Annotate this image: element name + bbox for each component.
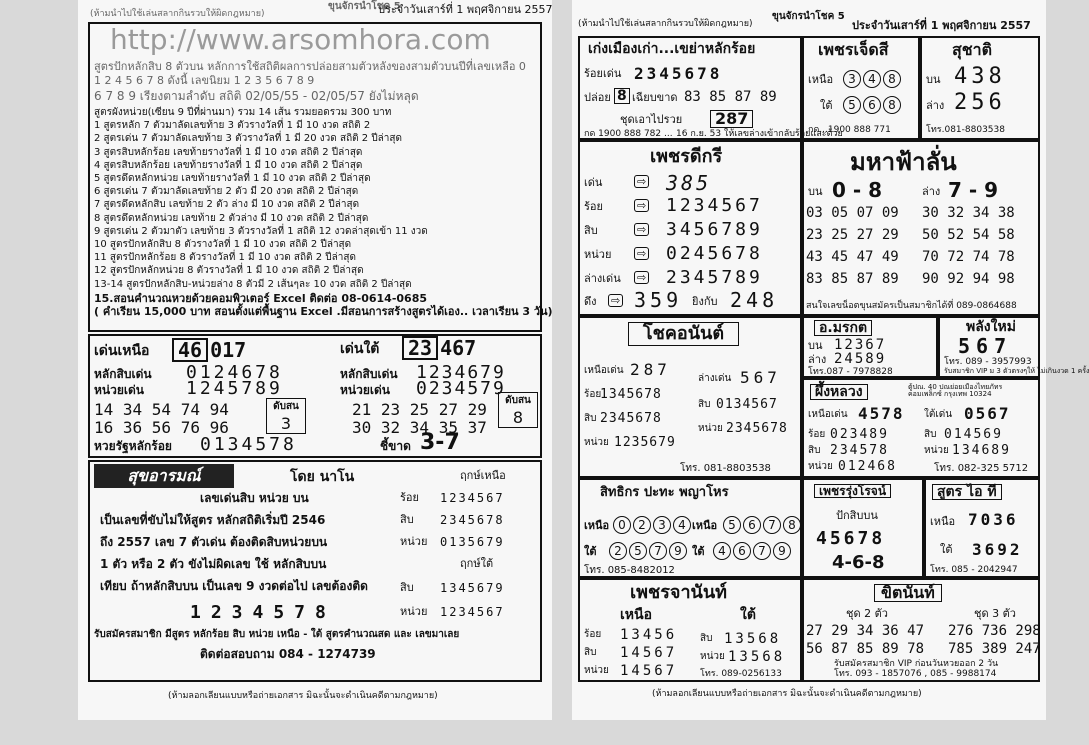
pairs-row-2: 16 36 56 76 96	[94, 418, 229, 437]
pheung-nrow-2-val: 012468	[838, 459, 897, 474]
petchjan-srow-0-label: สิบ	[700, 633, 713, 644]
north-row-1-label: สิบ	[400, 513, 414, 526]
r-units-label: หน่วยเด่น	[340, 383, 390, 397]
mfs-grid-cell: 03 05 07 09	[806, 205, 899, 221]
mfs-grid-cell: 83 85 87 89	[806, 271, 899, 287]
petchrung-val2: 4-6-8	[832, 552, 885, 573]
main-number	[170, 338, 246, 362]
mfs-note: สนใจเลขน็อตขุนสมัครเป็นสมาชิกได้ที่ 089-0864688	[806, 301, 1017, 311]
petch7-n-label: เหนือ	[808, 73, 834, 86]
units-digits: 1245789	[186, 378, 283, 399]
arrow-right-icon: ⇨	[634, 175, 649, 188]
petchjan-box	[578, 578, 802, 682]
sitti-n-label: เหนือ	[584, 519, 610, 532]
r-units-digits: 0234579	[416, 378, 506, 399]
plang-title: พลังใหม่	[966, 319, 1016, 335]
sutai-n-label: เหนือ	[930, 515, 956, 528]
sitti-title: สิทธิกร ปะทะ พญาโหร	[600, 485, 729, 500]
petch7-s-1: 6	[863, 96, 881, 114]
pheung-nrow-1-val: 234578	[830, 443, 889, 458]
petch7-s-label: ใต้	[820, 99, 833, 112]
formula-row: 3 สูตรสิบหลักร้อย เลขท้ายรางวัลที่ 1 มี 10 งวด สถิติ 2 ปีล่าสุด	[94, 146, 363, 158]
sitti-s2	[712, 542, 792, 560]
north-row-2-label: หน่วย	[400, 535, 428, 548]
chok-s-val: 567	[740, 368, 781, 387]
sitti-n	[612, 516, 692, 534]
mfs-top-label: บน	[808, 185, 823, 198]
morakot-phone: โทร.087 - 7978828	[808, 367, 893, 377]
sutai-phone: โทร. 085 - 2042947	[930, 565, 1018, 575]
units-label: หน่วยเด่น	[94, 383, 144, 397]
north-row-0-val: 1234567	[440, 491, 505, 505]
pheung-title: ผึ้งหลวง	[810, 384, 868, 400]
sitti-n-2: 3	[653, 516, 671, 534]
formula-row: 9 สูตรเด่น 2 ตัวมาตัว เลขท้าย 3 ตัวรางวัลที่ 1 สถิติ 12 งวดล่าสุดเข้า 11 งวด	[94, 225, 428, 237]
right-page	[572, 0, 1089, 720]
keng-title: เก่งเมืองเก่า...เขย่าหลักร้อย	[588, 41, 756, 57]
pdk-row	[584, 268, 800, 290]
dubson-box	[266, 398, 306, 434]
sutai-s: 3692	[972, 540, 1023, 559]
petch7-n-0: 3	[843, 70, 861, 88]
petchjan-srow-1-label: หน่วย	[700, 651, 725, 662]
pdk-row-label: ร้อย	[584, 200, 603, 213]
kitnan-phone: โทร. 093 - 1857076 , 085 - 9988174	[834, 669, 997, 679]
bot-line-2: ถึง 2557 เลข 7 ตัวเด่น ต้องติดสิบหน่วยบน	[100, 535, 328, 549]
petchjan-row-0-label: ร้อย	[584, 629, 602, 640]
mfs-grid-cell: 23 25 27 29	[806, 227, 899, 243]
mfs-top-val: 0 - 8	[832, 178, 883, 202]
right-header-date: ประจำวันเสาร์ที่ 1 พฤศจิกายน 2557	[852, 19, 1031, 32]
pdk-last-label: ดึง	[584, 295, 597, 308]
sitti-phone: โทร. 085-8482012	[584, 565, 675, 576]
sitti-box	[578, 478, 802, 578]
pheung-nrow-0-label: ร้อย	[808, 429, 826, 440]
sitti-s2-2: 7	[753, 542, 771, 560]
petch7-n-1: 4	[863, 70, 881, 88]
bot-big: 1234578	[190, 602, 336, 623]
pdk-row-value: 2345789	[666, 267, 763, 288]
formula-row: 8 สูตรดึดหลักหน่วย เลขท้าย 2 ตัวล่าง มี 10 งวด สถิติ 2 ปีล่าสุด	[94, 212, 369, 224]
pdk-row-label: หน่วย	[584, 248, 612, 261]
pheung-addr: ตู้ปณ. 40 ปณย่อยเมืองไทยภัทร คอมเพล็กซ์ กรุงเทพ 10324	[908, 383, 1003, 398]
morakot-top-label: บน	[808, 339, 823, 352]
chok-title: โชคอนันต์	[628, 322, 739, 346]
sitti-n2-label: เหนือ	[692, 519, 718, 532]
sutai-box	[924, 478, 1040, 578]
formula-row: 15.สอนคำนวณหวยด้วยคอมพิวเตอร์ Excel ติดต่อ 08-0614-0685	[94, 291, 428, 305]
main-numbers-box	[88, 334, 542, 458]
pdk-row-value: 385	[666, 171, 712, 195]
south-row-0-label: สิบ	[400, 581, 414, 594]
chok-srow-0-val: 0134567	[716, 397, 778, 412]
r-pairs-row-2: 30 32 34 35 37	[352, 418, 487, 437]
r-tens-digits: 1234679	[416, 362, 506, 383]
mfs-grid-cell: 43 45 47 49	[806, 249, 899, 265]
chok-srow-1-val: 2345678	[726, 421, 788, 436]
morakot-title: อ.มรกต	[814, 320, 872, 336]
petchjan-row-2-label: หน่วย	[584, 665, 609, 676]
keng-l1-val: 2345678	[634, 64, 723, 83]
chok-row-2-label: หน่วย	[584, 437, 609, 448]
suchat-bot: 256	[954, 90, 1006, 115]
pheung-nrow-0-val: 023489	[830, 427, 889, 442]
left-page	[78, 0, 552, 720]
kitnan-r1: 27 29 34 36 47	[806, 623, 925, 639]
pheung-n-label: เหนือเด่น	[808, 409, 848, 420]
north-row-1-val: 2345678	[440, 513, 505, 527]
hundreds-label: หวยรัฐหลักร้อย	[94, 439, 172, 453]
pdk-row-label: สิบ	[584, 224, 598, 237]
pheung-phone: โทร. 082-325 5712	[934, 463, 1029, 474]
petch7-s-0: 5	[843, 96, 861, 114]
left-header-date: ประจำวันเสาร์ที่ 1 พฤศจิกายน 2557	[378, 3, 553, 16]
mfs-bot-val: 7 - 9	[948, 178, 999, 202]
chok-row-2-val: 1235679	[614, 435, 676, 450]
petchjan-title: เพชรจานันท์	[630, 582, 728, 603]
right-label: เด่นใต้	[340, 341, 380, 357]
petch7-phone: กด...1900 888 771	[808, 125, 891, 135]
formula-row: 1 สูตรหลัก 7 ตัวมาลัดเลขท้าย 3 ตัวรางวัลที่ 1 มี 10 งวด สถิติ 2	[94, 120, 371, 132]
keng-l2-box: 8	[614, 88, 630, 104]
pdk-last-arrow-icon: ⇨	[608, 294, 623, 307]
petch7-title: เพชรเจ็ดสี	[818, 40, 889, 59]
suchat-phone: โทร.081-8803538	[926, 125, 1005, 135]
lucky-north: ฤกษ์เหนือ	[460, 469, 506, 482]
pheung-nrow-2-label: หน่วย	[808, 461, 833, 472]
kitnan-h3: ชุด 3 ตัว	[974, 607, 1016, 620]
main-rest: 017	[210, 338, 247, 362]
sitti-n2-3: 8	[783, 516, 801, 534]
sitti-s-label: ใต้	[584, 545, 597, 558]
petch7-n	[842, 70, 902, 88]
keng-l2-mid: เฉียบขาด	[632, 91, 678, 104]
sitti-n2	[722, 516, 802, 534]
mfs-box	[802, 140, 1040, 316]
suchat-top: 438	[954, 64, 1006, 89]
r-pairs-row-1: 21 23 25 27 29	[352, 400, 487, 419]
left-footer: (ห้ามลอกเลียนแบบหรือถ่ายเอกสาร มิฉะนั้นจะดำเนินคดีตามกฎหมาย)	[168, 691, 438, 701]
sitti-s2-label: ใต้	[692, 545, 705, 558]
petch7-n-2: 8	[883, 70, 901, 88]
petchjan-srow-1-val: 13568	[728, 649, 786, 665]
pheung-s: 0567	[964, 404, 1011, 423]
right-boxed: 23	[402, 336, 438, 360]
pheung-srow-0-label: สิบ	[924, 429, 937, 440]
r-dubson-value: 8	[512, 408, 524, 427]
sitti-s2-3: 9	[773, 542, 791, 560]
keng-note: 16 ก.ย. 53 ให้เลขล่างเข้ากลับร้อยและด้วย	[676, 129, 843, 139]
petchjan-row-0-val: 13456	[620, 627, 678, 643]
chok-phone: โทร. 081-8803538	[680, 463, 771, 474]
dubson-value: 3	[280, 414, 292, 433]
chok-row-0-label: ร้อย	[584, 389, 602, 400]
petchjan-phone: โทร. 089-0256133	[700, 669, 782, 679]
formula-box	[88, 22, 553, 332]
morakot-top: 12367	[834, 337, 887, 353]
chok-n-label: เหนือเด่น	[584, 365, 624, 376]
mfs-grid-cell: 70 72 74 78	[922, 249, 1015, 265]
chok-srow-0-label: สิบ	[698, 399, 711, 410]
sitti-s	[608, 542, 688, 560]
left-top-note: (ห้ามนำไปใช้เล่นสลากกินรวบให้ผิดกฎหมาย)	[90, 9, 265, 19]
logo: สุขอารมณ์	[94, 464, 234, 488]
kitnan-note: รับสมัครสมาชิก VIP ก่อนวันหวยออก 2 วัน	[834, 659, 999, 669]
pdk-row-value: 3456789	[666, 219, 763, 240]
sitti-n2-2: 7	[763, 516, 781, 534]
suchat-top-label: บน	[926, 73, 941, 86]
chok-row-1-val: 2345678	[600, 411, 662, 426]
sitti-s-2: 7	[649, 542, 667, 560]
main-boxed: 46	[172, 338, 208, 362]
contact-line: ติดต่อสอบถาม 084 - 1274739	[200, 647, 376, 661]
keng-l2-label: ปล่อย	[584, 91, 611, 104]
petch7-s	[842, 96, 902, 114]
bot-line-3: 1 ตัว หรือ 2 ตัว ขังไม่ผิดเลข ใช้ หลักสิบบน	[100, 557, 327, 571]
r-tens-label: หลักสิบเด่น	[340, 367, 398, 381]
mfs-grid-cell: 90 92 94 98	[922, 271, 1015, 287]
petchrung-sub: ปักสิบบน	[836, 509, 878, 522]
suchat-bot-label: ล่าง	[926, 99, 945, 112]
formula-row: 11 สูตรปักหลักร้อย 8 ตัวรางวัลที่ 1 มี 10 งวด สถิติ 2 ปีล่าสุด	[94, 252, 356, 264]
nano-box	[88, 460, 542, 682]
petchjan-n: เหนือ	[620, 607, 652, 623]
chikad-value: 3-7	[420, 430, 460, 455]
sitti-n-1: 2	[633, 516, 651, 534]
chok-n-val: 287	[630, 360, 671, 379]
pairs-row-1: 14 34 54 74 94	[94, 400, 229, 419]
petchrung-val1: 45678	[816, 528, 886, 549]
formula-row: 2 สูตรเด่น 7 ตัวมาลัดเลขท้าย 3 ตัวรางวัลที่ 1 มี 20 งวด สถิติ 2 ปีล่าสุด	[94, 133, 403, 145]
arrow-right-icon: ⇨	[634, 199, 649, 212]
sitti-s-0: 2	[609, 542, 627, 560]
plang-box	[938, 316, 1089, 378]
bot-line-4: เทียบ ถ้าหลักสิบบน เป็นเลข 9 งวดต่อไป เลขต้องติด	[100, 579, 368, 593]
chok-row-0-val: 1345678	[600, 387, 662, 402]
formula-row: 5 สูตรดึดหลักหน่วย เลขท้ายรางวัลที่ 1 มี 10 งวด สถิติ 2 ปีล่าสุด	[94, 173, 371, 184]
formula-intro: สูตรปักหลักสิบ 8 ตัวบน หลักการใช้สถิติผลการปล่อยสามตัวหลังของสามตัวบนปีที่เลขเหลือ 0 1 2 4 5 6 7 8 ดังนี้ เลขนิยม 1 2 3 5 6 7 8 9	[94, 60, 526, 87]
kitnan-r1b: 276 736 298	[948, 623, 1041, 639]
left-header-title: ขุนจักรนำโชค 5	[328, 1, 401, 12]
formula-row: สูตรผังหน่วย(เซียน 9 ปีที่ผ่านมา) รวม 14 เส้น รวมยอดรวม 300 บาท	[94, 107, 392, 118]
r-dubson-box	[498, 392, 538, 428]
sitti-s-1: 5	[629, 542, 647, 560]
formula-row: 13-14 สูตรปักหลักสิบ-หน่วยล่าง 8 ตัวมี 2 เส้นๆละ 10 งวด สถิติ 2 ปีล่าสุด	[94, 278, 412, 290]
pdk-row-value: 1234567	[666, 195, 763, 216]
watermark-url: http://www.arsomhora.com	[110, 23, 491, 56]
kitnan-h2: ชุด 2 ตัว	[846, 607, 888, 620]
right-top-note: (ห้ามนำไปใช้เล่นสลากกินรวบให้ผิดกฎหมาย)	[578, 19, 753, 29]
sitti-n2-0: 5	[723, 516, 741, 534]
keng-l3-val: 287	[710, 110, 753, 128]
tens-label: หลักสิบเด่น	[94, 367, 152, 381]
kitnan-r2b: 785 389 247	[948, 641, 1041, 657]
arrow-right-icon: ⇨	[634, 271, 649, 284]
sitti-n-0: 0	[613, 516, 631, 534]
pdk-last-mid: ยิงกับ	[692, 295, 718, 308]
sutai-title: สูตร ไอ ที	[932, 484, 1002, 500]
main-label: เด่นเหนือ	[94, 343, 150, 359]
formula-row: 7 สูตรดึดหลักสิบ เลขท้าย 2 ตัว ล่าง มี 10 งวด สถิติ 2 ปีล่าสุด	[94, 199, 360, 211]
pheung-srow-1-val: 134689	[952, 443, 1011, 458]
chok-srow-1-label: หน่วย	[698, 423, 723, 434]
petchrung-box	[802, 478, 924, 578]
suchat-title: สุชาติ	[952, 40, 992, 59]
right-footer: (ห้ามลอกเลียนแบบหรือถ่ายเอกสาร มิฉะนั้นจะดำเนินคดีตามกฎหมาย)	[652, 689, 922, 699]
chikad-label: ชี้ขาด	[380, 439, 411, 453]
chok-box	[578, 316, 802, 478]
kitnan-title: ขิตนันท์	[874, 584, 942, 602]
chok-s-label: ล่างเด่น	[698, 373, 732, 384]
sitti-n2-1: 6	[743, 516, 761, 534]
pdk-row-label: เด่น	[584, 176, 603, 189]
sitti-s-3: 9	[669, 542, 687, 560]
pdk-row	[584, 196, 800, 218]
dubson-label: ดับสน	[273, 401, 299, 412]
formula-row: 6 สูตรเด่น 7 ตัวมาลัดเลขท้าย 2 ตัว มี 20 งวด สถิติ 2 ปีล่าสุด	[94, 186, 359, 198]
morakot-bot: 24589	[834, 351, 887, 367]
suchat-box	[920, 36, 1040, 140]
petchrung-title: เพชรรุ่งโรจน์	[814, 484, 891, 498]
arrow-right-icon: ⇨	[634, 223, 649, 236]
pdk-box	[578, 140, 802, 316]
plang-val: 567	[958, 334, 1013, 358]
chok-row-1-label: สิบ	[584, 413, 597, 424]
keng-l2-vals: 83 85 87 89	[684, 89, 777, 105]
sitti-s2-1: 6	[733, 542, 751, 560]
north-row-0-label: ร้อย	[400, 491, 419, 504]
sitti-s2-0: 4	[713, 542, 731, 560]
petch7-box	[802, 36, 920, 140]
south-row-0-val: 1345679	[440, 581, 505, 595]
formula-note: 6 7 8 9 เรียงตามลำดับ สถิติ 02/05/55 - 02/05/57 ยังไม่หลุด	[94, 89, 419, 103]
kitnan-box	[802, 578, 1040, 682]
keng-l1-label: ร้อยเด่น	[584, 67, 622, 80]
formula-row: 4 สูตรสิบหลักร้อย เลขท้ายรางวัลที่ 1 มี 10 งวด สถิติ 2 ปีล่าสุด	[94, 159, 363, 171]
sutai-n: 7036	[968, 510, 1019, 529]
keng-l3-label: ชุดเอาไปรวย	[620, 113, 683, 126]
member-line: รับสมัครสมาชิก มีสูตร หลักร้อย สิบ หน่วย เหนือ - ใต้ สูตรคำนวณสด และ เลขมาเลย	[94, 629, 460, 640]
pdk-row-label: ล่างเด่น	[584, 272, 621, 285]
tens-digits: 0124678	[186, 362, 283, 383]
hundreds-digits: 0134578	[200, 434, 297, 455]
pdk-row	[584, 172, 800, 194]
pheung-srow-0-val: 014569	[944, 427, 1003, 442]
lucky-south: ฤกษ์ใต้	[460, 557, 494, 570]
pdk-row-value: 0245678	[666, 243, 763, 264]
pdk-row	[584, 244, 800, 266]
right-header-title: ขุนจักรนำโชค 5	[772, 11, 845, 22]
sitti-n-3: 4	[673, 516, 691, 534]
bot-line-0: เลขเด่นสิบ หน่วย บน	[200, 491, 309, 505]
petchjan-row-1-label: สิบ	[584, 647, 597, 658]
plang-phone: โทร. 089 - 3957993	[944, 357, 1032, 367]
kitnan-r2: 56 87 85 89 78	[806, 641, 925, 657]
pheung-box	[802, 378, 1040, 478]
mfs-grid-cell: 30 32 34 38	[922, 205, 1015, 221]
morakot-bot-label: ล่าง	[808, 353, 827, 366]
petch7-s-2: 8	[883, 96, 901, 114]
north-row-2-val: 0135679	[440, 535, 505, 549]
petchjan-srow-0-val: 13568	[724, 631, 782, 647]
sutai-s-label: ใต้	[940, 543, 953, 556]
south-row-1-label: หน่วย	[400, 605, 428, 618]
mfs-grid-cell: 50 52 54 58	[922, 227, 1015, 243]
keng-phone: กด 1900 888 782 ...	[584, 129, 673, 139]
petchjan-row-2-val: 14567	[620, 663, 678, 679]
petchjan-row-1-val: 14567	[620, 645, 678, 661]
formula-row: ( คำเรียน 15,000 บาท สอนตั้งแต่พื้นฐาน Excel .มีสอนการสร้างสูตรได้เอง.. เวลาเรียน 3 วัน)	[94, 305, 553, 318]
pheung-n: 4578	[858, 404, 905, 423]
pdk-last-b: 248	[730, 288, 779, 312]
pdk-last-a: 359	[634, 288, 683, 312]
arrow-right-icon: ⇨	[634, 247, 649, 260]
petchjan-s: ใต้	[740, 607, 756, 623]
pdk-row	[584, 220, 800, 242]
pheung-s-label: ใต้เด่น	[924, 409, 953, 420]
pheung-srow-1-label: หน่วย	[924, 445, 949, 456]
pdk-title: เพชรดีกรี	[650, 146, 723, 167]
author: โดย นาโน	[290, 469, 355, 485]
right-number	[400, 336, 476, 360]
formula-row: 10 สูตรปักหลักสิบ 8 ตัวรางวัลที่ 1 มี 10 งวด สถิติ 2 ปีล่าสุด	[94, 239, 352, 250]
plang-note: รับสมาชิก VIP ม 3 ตัวตรงๆให้ ไม่เกินงวด 1 ครั้ง	[944, 367, 1089, 375]
right-rest: 467	[440, 336, 477, 360]
morakot-box	[802, 316, 938, 378]
r-dubson-label: ดับสน	[505, 395, 531, 406]
mfs-title: มหาฟ้าลั่น	[850, 148, 957, 176]
formula-row: 12 สูตรปักหลักหน่วย 8 ตัวรางวัลที่ 1 มี 10 งวด สถิติ 2 ปีล่าสุด	[94, 265, 364, 277]
mfs-bot-label: ล่าง	[922, 185, 941, 198]
pheung-nrow-1-label: สิบ	[808, 445, 821, 456]
south-row-1-val: 1234567	[440, 605, 505, 619]
bot-line-1: เป็นเลขที่ขับไม่ให้สูตร หลักสถิติเริ่มปี 2546	[100, 513, 326, 527]
